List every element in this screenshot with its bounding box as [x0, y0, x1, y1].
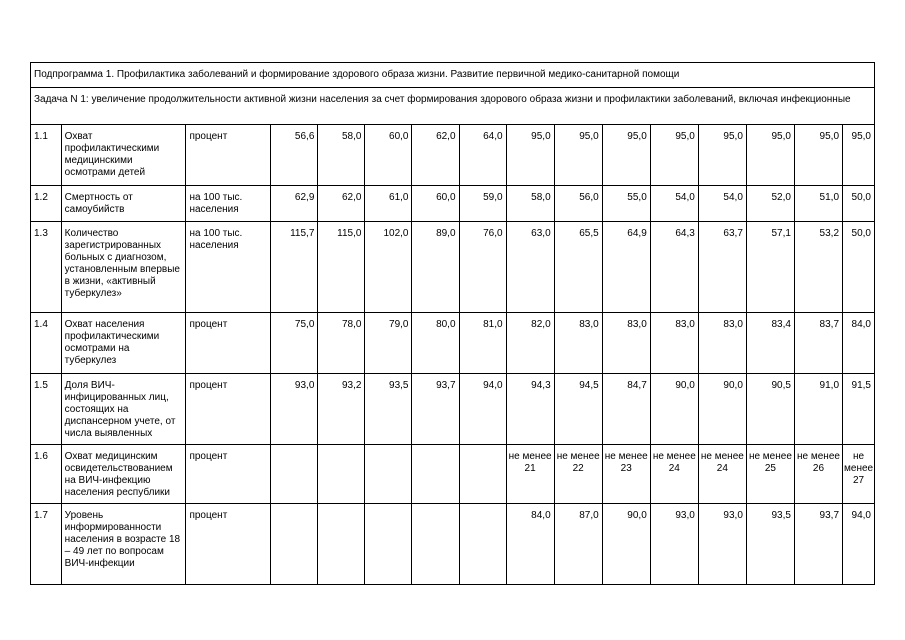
- value-cell: 83,4: [746, 313, 794, 374]
- value-cell: 81,0: [459, 313, 506, 374]
- value-cell: 63,7: [698, 222, 746, 313]
- value-cell: 57,1: [746, 222, 794, 313]
- value-cell: 60,0: [412, 186, 459, 222]
- value-cell: 75,0: [271, 313, 318, 374]
- value-cell: 76,0: [459, 222, 506, 313]
- value-cell: 95,0: [746, 125, 794, 186]
- subprogram-title: Подпрограмма 1. Профилактика заболеваний и формирование здорового образа жизни. Развитие первичной медико-санитарной помощи: [31, 63, 875, 88]
- unit-of-measure: процент: [186, 504, 271, 585]
- value-cell: 56,6: [271, 125, 318, 186]
- value-cell: 62,0: [318, 186, 365, 222]
- unit-of-measure: процент: [186, 313, 271, 374]
- value-cell: не менее 25: [746, 445, 794, 504]
- value-cell: 84,0: [843, 313, 875, 374]
- value-cell: 95,0: [794, 125, 842, 186]
- value-cell: [365, 504, 412, 585]
- value-cell: 95,0: [650, 125, 698, 186]
- unit-of-measure: процент: [186, 125, 271, 186]
- row-number: 1.3: [31, 222, 62, 313]
- value-cell: 94,0: [459, 374, 506, 445]
- value-cell: 94,5: [554, 374, 602, 445]
- value-cell: 102,0: [365, 222, 412, 313]
- indicator-name: Охват населения профилактическими осмотрами на туберкулез: [61, 313, 186, 374]
- value-cell: 50,0: [843, 222, 875, 313]
- value-cell: [412, 504, 459, 585]
- value-cell: 50,0: [843, 186, 875, 222]
- value-cell: не менее 22: [554, 445, 602, 504]
- unit-of-measure: процент: [186, 445, 271, 504]
- task-row: [31, 88, 875, 125]
- value-cell: 91,0: [794, 374, 842, 445]
- value-cell: 83,0: [650, 313, 698, 374]
- value-cell: 63,0: [506, 222, 554, 313]
- value-cell: не менее 27: [843, 445, 875, 504]
- value-cell: [412, 445, 459, 504]
- value-cell: [271, 504, 318, 585]
- value-cell: 90,0: [698, 374, 746, 445]
- value-cell: 93,2: [318, 374, 365, 445]
- value-cell: 58,0: [318, 125, 365, 186]
- value-cell: не менее 24: [698, 445, 746, 504]
- value-cell: 64,3: [650, 222, 698, 313]
- subprogram-row: [31, 63, 875, 88]
- unit-of-measure: на 100 тыс. населения: [186, 222, 271, 313]
- value-cell: 95,0: [698, 125, 746, 186]
- row-number: 1.4: [31, 313, 62, 374]
- indicator-name: Доля ВИЧ-инфицированных лиц, состоящих на диспансерном учете, от числа выявленных: [61, 374, 186, 445]
- value-cell: 87,0: [554, 504, 602, 585]
- value-cell: 62,0: [412, 125, 459, 186]
- value-cell: 51,0: [794, 186, 842, 222]
- table-row: [31, 374, 875, 445]
- value-cell: 54,0: [698, 186, 746, 222]
- value-cell: 95,0: [602, 125, 650, 186]
- value-cell: 115,7: [271, 222, 318, 313]
- row-number: 1.7: [31, 504, 62, 585]
- value-cell: 56,0: [554, 186, 602, 222]
- table-row: [31, 313, 875, 374]
- row-number: 1.2: [31, 186, 62, 222]
- value-cell: 64,0: [459, 125, 506, 186]
- value-cell: 83,7: [794, 313, 842, 374]
- value-cell: не менее 21: [506, 445, 554, 504]
- value-cell: 93,0: [698, 504, 746, 585]
- value-cell: 52,0: [746, 186, 794, 222]
- value-cell: 90,0: [650, 374, 698, 445]
- value-cell: [459, 445, 506, 504]
- value-cell: 79,0: [365, 313, 412, 374]
- task-title: Задача N 1: увеличение продолжительности активной жизни населения за счет формирования здорового образа жизни и профилактики заболеваний, включая инфекционные: [31, 88, 875, 125]
- value-cell: 82,0: [506, 313, 554, 374]
- value-cell: 78,0: [318, 313, 365, 374]
- value-cell: 93,0: [650, 504, 698, 585]
- value-cell: 93,7: [412, 374, 459, 445]
- value-cell: 95,0: [554, 125, 602, 186]
- value-cell: 65,5: [554, 222, 602, 313]
- row-number: 1.1: [31, 125, 62, 186]
- value-cell: 84,0: [506, 504, 554, 585]
- value-cell: [271, 445, 318, 504]
- value-cell: [318, 504, 365, 585]
- value-cell: 83,0: [602, 313, 650, 374]
- value-cell: 53,2: [794, 222, 842, 313]
- table-row: [31, 445, 875, 504]
- value-cell: 60,0: [365, 125, 412, 186]
- value-cell: 61,0: [365, 186, 412, 222]
- value-cell: [365, 445, 412, 504]
- value-cell: 90,0: [602, 504, 650, 585]
- value-cell: 95,0: [506, 125, 554, 186]
- table-row: [31, 125, 875, 186]
- value-cell: 90,5: [746, 374, 794, 445]
- value-cell: [459, 504, 506, 585]
- value-cell: 83,0: [698, 313, 746, 374]
- row-number: 1.5: [31, 374, 62, 445]
- value-cell: 58,0: [506, 186, 554, 222]
- value-cell: 93,5: [746, 504, 794, 585]
- value-cell: 93,7: [794, 504, 842, 585]
- value-cell: 62,9: [271, 186, 318, 222]
- value-cell: [318, 445, 365, 504]
- table-row: [31, 504, 875, 585]
- value-cell: 93,0: [271, 374, 318, 445]
- value-cell: 115,0: [318, 222, 365, 313]
- value-cell: 84,7: [602, 374, 650, 445]
- indicator-name: Охват медицинским освидетельствованием на ВИЧ-инфекцию населения республики: [61, 445, 186, 504]
- indicator-name: Смертность от самоубийств: [61, 186, 186, 222]
- row-number: 1.6: [31, 445, 62, 504]
- value-cell: не менее 23: [602, 445, 650, 504]
- value-cell: 64,9: [602, 222, 650, 313]
- value-cell: 94,3: [506, 374, 554, 445]
- value-cell: 93,5: [365, 374, 412, 445]
- value-cell: 94,0: [843, 504, 875, 585]
- value-cell: 54,0: [650, 186, 698, 222]
- value-cell: 80,0: [412, 313, 459, 374]
- value-cell: не менее 26: [794, 445, 842, 504]
- value-cell: 83,0: [554, 313, 602, 374]
- value-cell: 91,5: [843, 374, 875, 445]
- table-row: [31, 222, 875, 313]
- indicators-table: [30, 62, 875, 585]
- value-cell: 55,0: [602, 186, 650, 222]
- value-cell: не менее 24: [650, 445, 698, 504]
- unit-of-measure: на 100 тыс. населения: [186, 186, 271, 222]
- table-row: [31, 186, 875, 222]
- value-cell: 95,0: [843, 125, 875, 186]
- indicator-name: Охват профилактическими медицинскими осмотрами детей: [61, 125, 186, 186]
- unit-of-measure: процент: [186, 374, 271, 445]
- indicator-name: Количество зарегистрированных больных с диагнозом, установленным впервые в жизни, «активный туберкулез»: [61, 222, 186, 313]
- value-cell: 59,0: [459, 186, 506, 222]
- value-cell: 89,0: [412, 222, 459, 313]
- indicator-name: Уровень информированности населения в возрасте 18 – 49 лет по вопросам ВИЧ-инфекции: [61, 504, 186, 585]
